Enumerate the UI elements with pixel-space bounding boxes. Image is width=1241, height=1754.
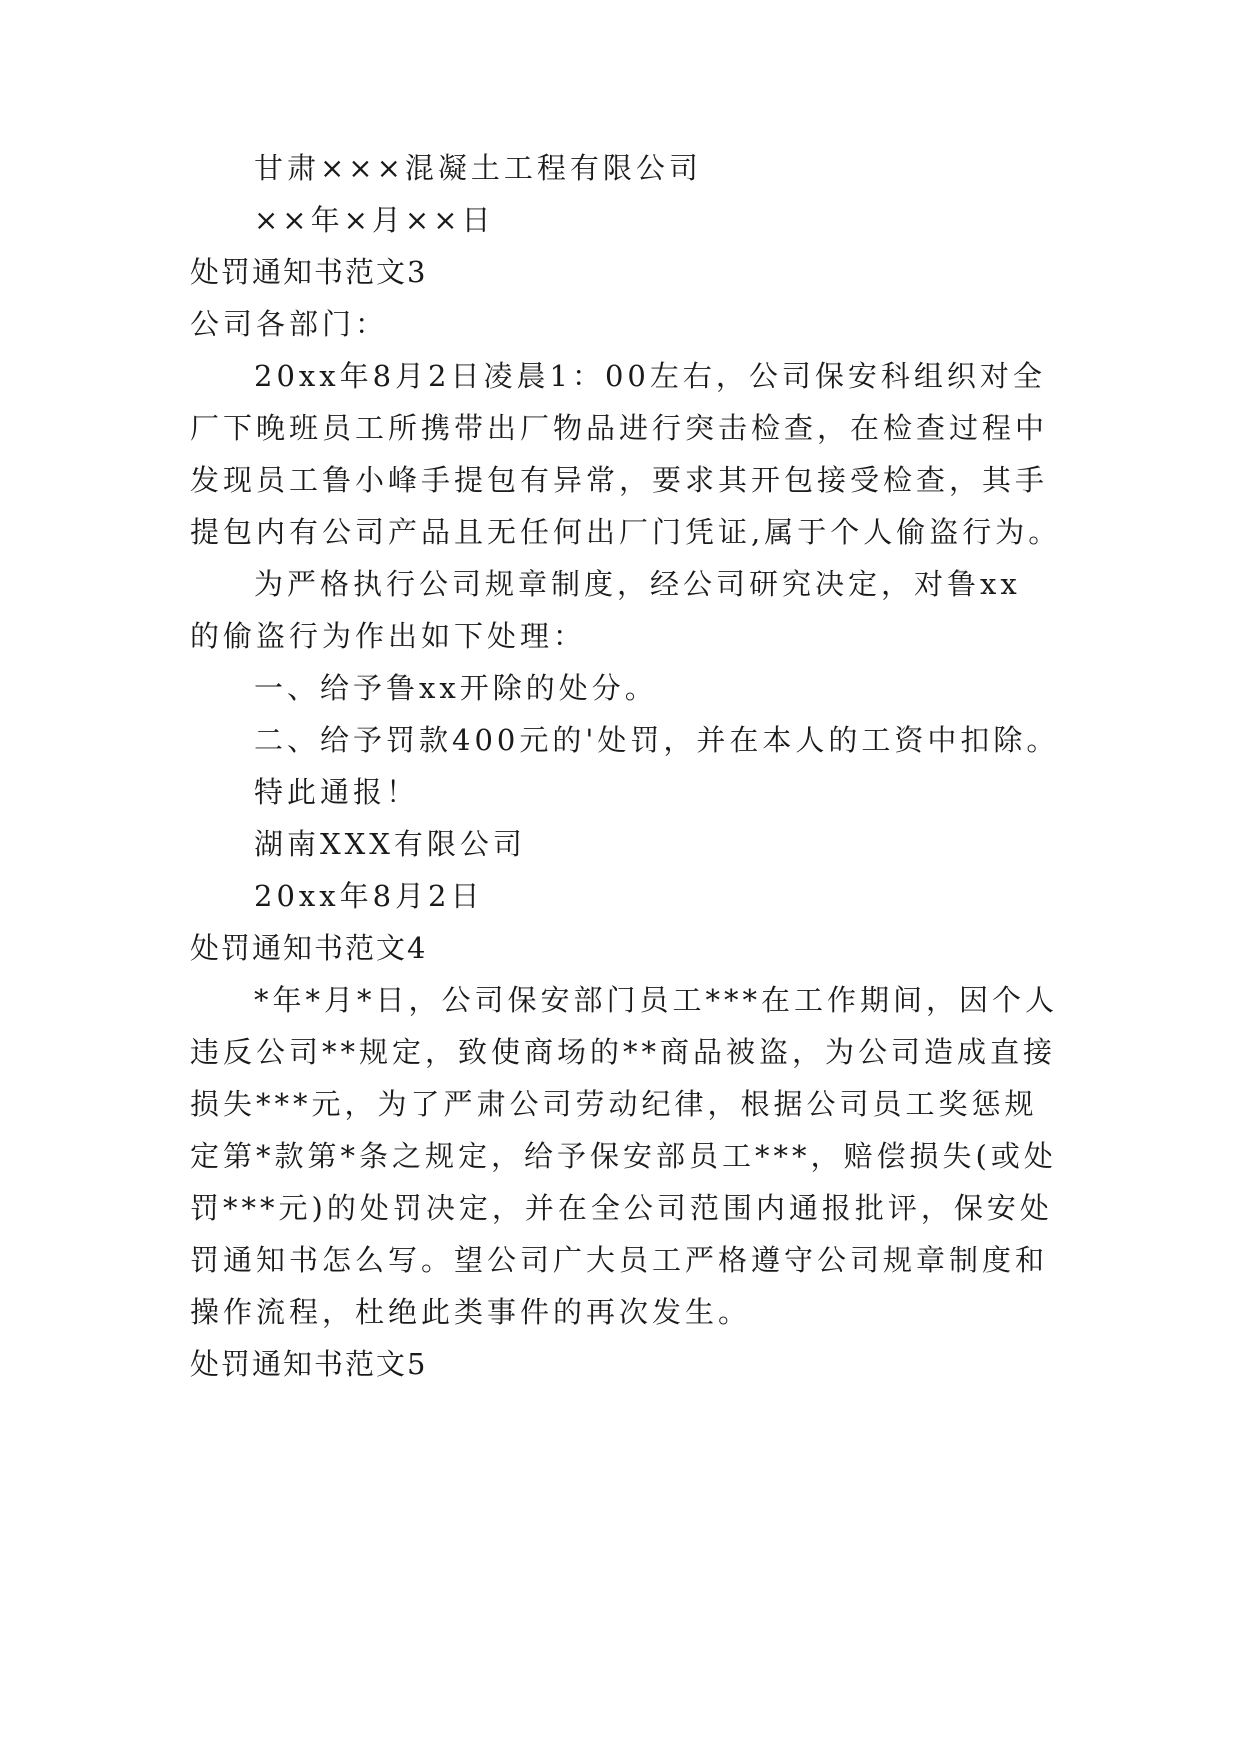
notice-text: 特此通报！: [254, 775, 420, 809]
sample-5-title: 处罚通知书范文5: [190, 1347, 428, 1381]
paragraph-line: 罚***元)的处罚决定，并在全公司范围内通报批评，保安处: [190, 1191, 1053, 1225]
paragraph-line: 厂下晚班员工所携带出厂物品进行突击检查，在检查过程中: [190, 411, 1049, 445]
paragraph-line: 提包内有公司产品且无任何出厂门凭证,属于个人偷盗行为。: [190, 515, 1062, 549]
company-name: 甘肃×××混凝土工程有限公司: [254, 151, 702, 185]
paragraph-line: 发现员工鲁小峰手提包有异常，要求其开包接受检查，其手: [190, 463, 1049, 497]
paragraph-line: 定第*款第*条之规定，给予保安部员工***，赔偿损失(或处: [190, 1139, 1057, 1173]
paragraph-line: 损失***元，为了严肃公司劳动纪律，根据公司员工奖惩规: [190, 1087, 1038, 1121]
paragraph-line: *年*月*日，公司保安部门员工***在工作期间，因个人: [254, 983, 1059, 1017]
sample-3-title: 处罚通知书范文3: [190, 255, 428, 289]
paragraph-line: 操作流程，杜绝此类事件的再次发生。: [190, 1295, 752, 1329]
sample-4-title: 处罚通知书范文4: [190, 931, 428, 965]
paragraph-line: 违反公司**规定，致使商场的**商品被盗，为公司造成直接: [190, 1035, 1057, 1069]
list-item: 一、给予鲁xx开除的处分。: [254, 671, 658, 705]
salutation: 公司各部门：: [190, 307, 389, 341]
list-item: 二、给予罚款400元的'处罚，并在本人的工资中扣除。: [254, 723, 1060, 757]
paragraph-line: 20xx年8月2日凌晨1：00左右，公司保安科组织对全: [254, 359, 1046, 393]
paragraph-line: 的偷盗行为作出如下处理：: [190, 619, 587, 653]
company-name: 湖南XXX有限公司: [254, 827, 526, 861]
signoff-date: ××年×月××日: [254, 203, 495, 237]
paragraph-line: 为严格执行公司规章制度，经公司研究决定，对鲁xx: [254, 567, 1021, 601]
signoff-date: 20xx年8月2日: [254, 879, 484, 913]
paragraph-line: 罚通知书怎么写。望公司广大员工严格遵守公司规章制度和: [190, 1243, 1049, 1277]
